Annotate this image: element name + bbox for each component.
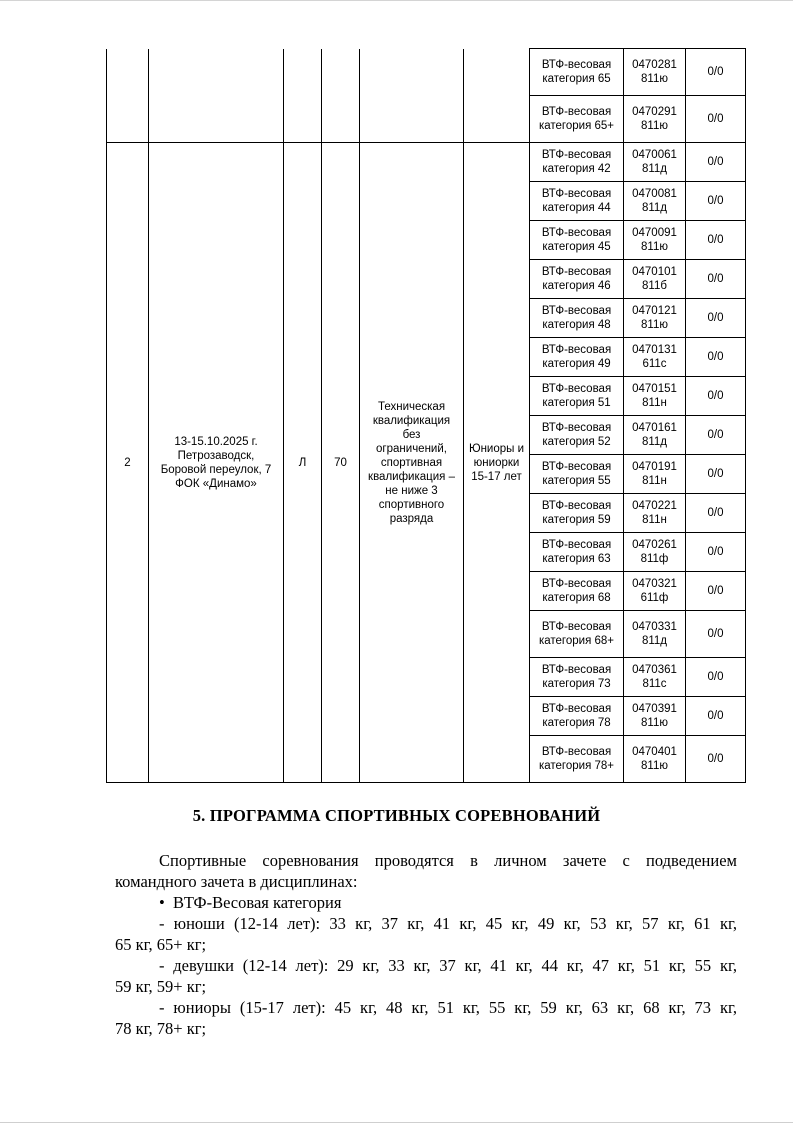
boys-line-2: 65 кг, 65+ кг;: [115, 935, 207, 954]
discipline-cell: ВТФ-весовая категория 44: [530, 182, 624, 221]
event-dates-place-cell: 13-15.10.2025 г. Петрозаводск, Боровой переулок, 7 ФОК «Динамо»: [149, 143, 284, 783]
table-row: [107, 143, 746, 182]
intro-line-2: командного зачета в дисциплинах:: [115, 872, 358, 891]
competition-table: [106, 48, 746, 783]
code-cell: 0470291 811ю: [624, 96, 686, 143]
result-cell: 0/0: [686, 455, 746, 494]
discipline-cell: ВТФ-весовая категория 63: [530, 533, 624, 572]
discipline-cell: ВТФ-весовая категория 51: [530, 377, 624, 416]
event-qualification-cell: Техническая квалификация без ограничений, спортивная квалификация – не ниже 3 спортивного разряда: [360, 143, 464, 783]
code-cell: 0470091 811ю: [624, 221, 686, 260]
event-age-group-cell: Юниоры и юниорки 15-17 лет: [464, 143, 530, 783]
discipline-cell: ВТФ-весовая категория 68+: [530, 611, 624, 658]
bullet-line: [115, 892, 737, 913]
result-cell: 0/0: [686, 299, 746, 338]
result-cell: 0/0: [686, 49, 746, 96]
intro-text-1: Спортивные соревнования проводятся в личном зачете с подведением: [159, 851, 737, 870]
event-level-cell: Л: [284, 143, 322, 783]
result-cell: 0/0: [686, 697, 746, 736]
result-cell: 0/0: [686, 533, 746, 572]
qualification-cell-empty: [360, 49, 464, 143]
event-number-cell: 2: [107, 143, 149, 783]
discipline-cell: ВТФ-весовая категория 46: [530, 260, 624, 299]
code-cell: 0470361 811с: [624, 658, 686, 697]
result-cell: 0/0: [686, 416, 746, 455]
code-cell: 0470221 811н: [624, 494, 686, 533]
discipline-cell: ВТФ-весовая категория 78+: [530, 736, 624, 783]
discipline-cell: ВТФ-весовая категория 48: [530, 299, 624, 338]
girls-text-1: - девушки (12-14 лет): 29 кг, 33 кг, 37 кг, 41 кг, 44 кг, 47 кг, 51 кг, 55 кг,: [159, 956, 737, 975]
discipline-cell: ВТФ-весовая категория 49: [530, 338, 624, 377]
result-cell: 0/0: [686, 658, 746, 697]
result-cell: 0/0: [686, 96, 746, 143]
result-cell: 0/0: [686, 338, 746, 377]
code-cell: 0470161 811д: [624, 416, 686, 455]
result-cell: 0/0: [686, 143, 746, 182]
code-cell: 0470191 811н: [624, 455, 686, 494]
result-cell: 0/0: [686, 736, 746, 783]
level-cell-empty: [284, 49, 322, 143]
discipline-cell: ВТФ-весовая категория 78: [530, 697, 624, 736]
bullet-label: ВТФ-Весовая категория: [173, 893, 342, 912]
discipline-cell: ВТФ-весовая категория 52: [530, 416, 624, 455]
result-cell: 0/0: [686, 182, 746, 221]
code-cell: 0470081 811д: [624, 182, 686, 221]
code-cell: 0470391 811ю: [624, 697, 686, 736]
page-top-border: [0, 0, 793, 1]
discipline-cell: ВТФ-весовая категория 55: [530, 455, 624, 494]
code-cell: 0470131 611с: [624, 338, 686, 377]
code-cell: 0470331 811д: [624, 611, 686, 658]
result-cell: 0/0: [686, 260, 746, 299]
result-cell: 0/0: [686, 221, 746, 260]
event-participants-cell: 70: [322, 143, 360, 783]
code-cell: 0470321 611ф: [624, 572, 686, 611]
page-bottom-border: [0, 1122, 793, 1123]
number-cell-empty: [107, 49, 149, 143]
code-cell: 0470101 811б: [624, 260, 686, 299]
discipline-cell: ВТФ-весовая категория 65+: [530, 96, 624, 143]
code-cell: 0470061 811д: [624, 143, 686, 182]
result-cell: 0/0: [686, 572, 746, 611]
juniors-line-1: [115, 997, 737, 1018]
code-cell: 0470261 811ф: [624, 533, 686, 572]
code-cell: 0470151 811н: [624, 377, 686, 416]
bullet-symbol: •: [159, 893, 165, 912]
discipline-cell: ВТФ-весовая категория 59: [530, 494, 624, 533]
section-body: [115, 850, 737, 1039]
code-cell: 0470121 811ю: [624, 299, 686, 338]
discipline-cell: ВТФ-весовая категория 65: [530, 49, 624, 96]
juniors-line-2: 78 кг, 78+ кг;: [115, 1019, 207, 1038]
result-cell: 0/0: [686, 377, 746, 416]
discipline-cell: ВТФ-весовая категория 42: [530, 143, 624, 182]
discipline-cell: ВТФ-весовая категория 73: [530, 658, 624, 697]
code-cell: 0470281 811ю: [624, 49, 686, 96]
code-cell: 0470401 811ю: [624, 736, 686, 783]
boys-line-1: [115, 913, 737, 934]
section-heading: 5. ПРОГРАММА СПОРТИВНЫХ СОРЕВНОВАНИЙ: [192, 806, 601, 825]
discipline-cell: ВТФ-весовая категория 68: [530, 572, 624, 611]
girls-line-1: [115, 955, 737, 976]
boys-text-1: - юноши (12-14 лет): 33 кг, 37 кг, 41 кг, 45 кг, 49 кг, 53 кг, 57 кг, 61 кг,: [159, 914, 737, 933]
table-row: [107, 49, 746, 96]
participants-cell-empty: [322, 49, 360, 143]
intro-line-1: [115, 850, 737, 871]
juniors-text-1: - юниоры (15-17 лет): 45 кг, 48 кг, 51 кг, 55 кг, 59 кг, 63 кг, 68 кг, 73 кг,: [159, 998, 737, 1017]
result-cell: 0/0: [686, 494, 746, 533]
dates-place-cell-empty: [149, 49, 284, 143]
result-cell: 0/0: [686, 611, 746, 658]
discipline-cell: ВТФ-весовая категория 45: [530, 221, 624, 260]
girls-line-2: 59 кг, 59+ кг;: [115, 977, 207, 996]
age-group-cell-empty: [464, 49, 530, 143]
